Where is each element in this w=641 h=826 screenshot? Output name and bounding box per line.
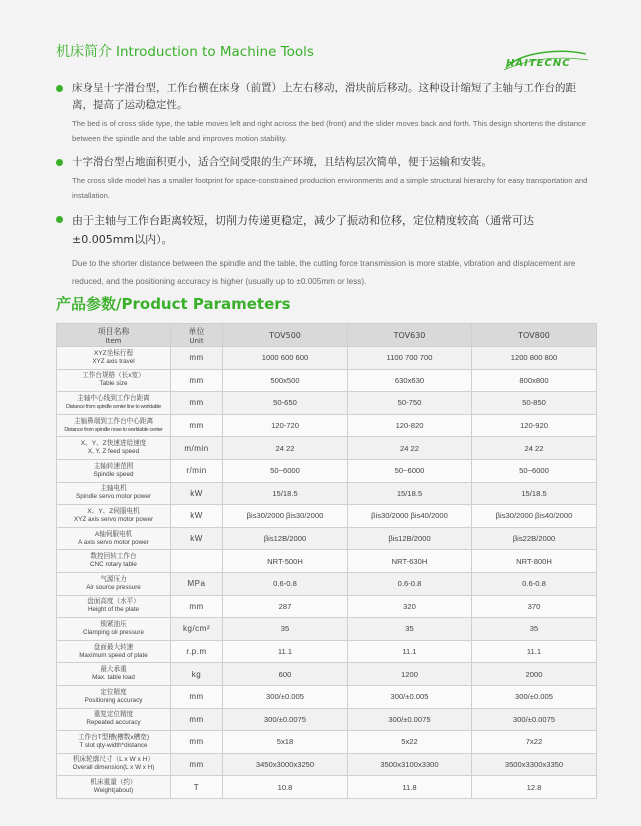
row-item-zh: 最大承重 <box>100 666 127 674</box>
row-item <box>57 708 171 731</box>
row-value: 15/18.5 <box>472 482 597 505</box>
row-item-zh: 重复定位精度 <box>93 711 134 719</box>
intro-title-zh: 机床简介 <box>56 44 112 60</box>
header-item-en: Item <box>105 336 122 345</box>
row-value: 35 <box>223 618 348 641</box>
row-item-en: Overall dimension(L x W x H) <box>72 764 155 772</box>
row-item-zh: 主轴中心线到工作台距离 <box>77 394 150 402</box>
row-value: 0.6-0.8 <box>472 572 597 595</box>
header-model: TOV800 <box>472 324 597 347</box>
row-value: βis30/2000 βis30/2000 <box>223 505 348 528</box>
table-row <box>57 618 597 641</box>
row-value: 120-820 <box>348 414 472 437</box>
row-item-zh: A轴伺服电机 <box>94 530 133 538</box>
row-value: 1100 700 700 <box>348 347 472 370</box>
table-row <box>57 753 597 776</box>
row-value: 50-850 <box>472 392 597 415</box>
header-unit <box>171 324 223 347</box>
intro-bullet-2 <box>56 154 596 203</box>
row-unit: mm <box>171 369 223 392</box>
row-unit: mm <box>171 595 223 618</box>
row-unit: kW <box>171 505 223 528</box>
row-value: NRT-500H <box>223 550 348 573</box>
row-unit: m/min <box>171 437 223 460</box>
row-value: 7x22 <box>472 731 597 754</box>
table-row <box>57 392 597 415</box>
row-unit: mm <box>171 414 223 437</box>
row-value: βis12B/2000 <box>348 527 472 550</box>
row-value: 11.1 <box>348 640 472 663</box>
row-value: 12.8 <box>472 776 597 799</box>
row-unit: mm <box>171 392 223 415</box>
row-item-en: Spindle servo motor power <box>76 493 151 501</box>
row-item-en: Distance from spindle nose to worktable center <box>64 426 163 433</box>
row-item <box>57 459 171 482</box>
row-item-zh: X、Y、Z快速进给速度 <box>80 440 147 448</box>
row-item-zh: 锁紧油压 <box>100 620 127 628</box>
row-value: 10.8 <box>223 776 348 799</box>
row-value: 3500x3100x3300 <box>348 753 472 776</box>
row-value: 600 <box>223 663 348 686</box>
row-value: 11.1 <box>472 640 597 663</box>
row-value: βis22B/2000 <box>472 527 597 550</box>
row-item <box>57 437 171 460</box>
intro-bullet-1 <box>56 80 596 146</box>
row-item <box>57 618 171 641</box>
params-title <box>56 293 291 314</box>
row-value: 50~6000 <box>223 459 348 482</box>
bullet-dot-icon <box>56 85 63 92</box>
row-value: 1200 <box>348 663 472 686</box>
row-unit: kW <box>171 527 223 550</box>
row-item-en: X, Y, Z feed speed <box>87 448 140 456</box>
row-item <box>57 369 171 392</box>
row-item <box>57 640 171 663</box>
row-value: 300/±0.0075 <box>472 708 597 731</box>
header-item-zh: 项目名称 <box>97 326 130 336</box>
row-item-zh: 工作台T型槽(槽数x槽宽) <box>77 733 150 741</box>
table-row <box>57 459 597 482</box>
row-item <box>57 753 171 776</box>
row-item-en: Repeated accuracy <box>86 719 141 727</box>
row-value: 320 <box>348 595 472 618</box>
bullet-en: The cross slide model has a smaller footprint for space-constrained production environments and a simple structural hierarchy for easy transportation and installation. <box>72 176 588 200</box>
row-value: 11.1 <box>223 640 348 663</box>
row-item-zh: 定位精度 <box>100 688 127 696</box>
row-item <box>57 776 171 799</box>
row-value: 287 <box>223 595 348 618</box>
row-unit: mm <box>171 753 223 776</box>
row-item-zh: 工作台规格（长x宽） <box>82 372 145 380</box>
row-item-en: Table size <box>99 380 128 388</box>
row-item <box>57 392 171 415</box>
row-item <box>57 550 171 573</box>
header-unit-en: Unit <box>189 336 204 345</box>
row-value: 15/18.5 <box>223 482 348 505</box>
bullet-dot-icon <box>56 159 63 166</box>
header-item <box>57 324 171 347</box>
table-row <box>57 347 597 370</box>
table-row <box>57 731 597 754</box>
row-item-zh: XYZ坐标行程 <box>93 349 134 357</box>
row-item-zh: 机床轮廓尺寸（L x W x H） <box>72 756 155 764</box>
row-item-en: CNC rotary table <box>90 561 137 569</box>
table-row <box>57 437 597 460</box>
row-value: 24 22 <box>472 437 597 460</box>
row-value: 24 22 <box>348 437 472 460</box>
header-unit-zh: 单位 <box>188 326 205 336</box>
table-row <box>57 776 597 799</box>
row-item <box>57 527 171 550</box>
bullet-en: The bed is of cross slide type, the table moves left and right across the bed (front) and the slider moves back and forth. This design shortens the distance between the spindle and the table and improves motion stability. <box>72 119 586 143</box>
row-item <box>57 347 171 370</box>
row-value: βis30/2000 βis40/2000 <box>472 505 597 528</box>
row-item-en: T slot qty-width*distance <box>79 741 148 749</box>
bullet-en: Due to the shorter distance between the spindle and the table, the cutting force transmission is more stable, vibration and displacement are reduced, and the positioning accuracy is higher (usually up to ±0.005mm or less). <box>72 259 576 286</box>
row-item-zh: 气源压力 <box>100 575 127 583</box>
row-value: 5x22 <box>348 731 472 754</box>
intro-bullet-3 <box>56 211 596 291</box>
row-value: 300/±0.0075 <box>348 708 472 731</box>
row-value: 300/±0.005 <box>472 685 597 708</box>
row-unit: mm <box>171 708 223 731</box>
row-value: 35 <box>472 618 597 641</box>
row-value: 50~6000 <box>348 459 472 482</box>
row-value: 11.8 <box>348 776 472 799</box>
params-title-en: /Product Parameters <box>116 295 291 313</box>
row-item-en: Height of the plate <box>87 606 140 614</box>
row-value: 800x800 <box>472 369 597 392</box>
intro-title <box>56 41 314 61</box>
row-value: 2000 <box>472 663 597 686</box>
row-item-zh: 主轴鼻端到工作台中心距离 <box>73 417 154 425</box>
table-row <box>57 685 597 708</box>
row-item-en: Distance from spindle center line to worktable <box>66 403 161 410</box>
header-model: TOV630 <box>348 324 472 347</box>
row-unit: r/min <box>171 459 223 482</box>
intro-title-en: Introduction to Machine Tools <box>116 44 314 60</box>
row-value: 1000 600 600 <box>223 347 348 370</box>
row-value: 300/±0.0075 <box>223 708 348 731</box>
row-value: 0.6-0.8 <box>223 572 348 595</box>
table-row <box>57 663 597 686</box>
row-value: NRT-800H <box>472 550 597 573</box>
row-value: 50-750 <box>348 392 472 415</box>
row-value: 630x630 <box>348 369 472 392</box>
row-item-zh: 盘面高度（水平） <box>87 598 140 606</box>
row-item-en: Spindle speed <box>93 470 134 478</box>
row-value: 1200 800 800 <box>472 347 597 370</box>
row-item-zh: X、Y、Z伺服电机 <box>87 507 140 515</box>
table-row <box>57 505 597 528</box>
row-item-zh: 盘面最大转速 <box>93 643 134 651</box>
row-item <box>57 595 171 618</box>
row-value: 5x18 <box>223 731 348 754</box>
row-item-zh: 机床重量（约） <box>90 779 137 787</box>
table-row <box>57 640 597 663</box>
table-header-row <box>57 324 597 347</box>
table-row <box>57 708 597 731</box>
row-value: 500x500 <box>223 369 348 392</box>
row-unit: MPa <box>171 572 223 595</box>
table-row <box>57 414 597 437</box>
bullet-zh: 十字滑台型占地面积更小，适合空间受限的生产环境，且结构层次简单，便于运输和安装。 <box>72 156 492 168</box>
row-unit <box>171 550 223 573</box>
table-row <box>57 527 597 550</box>
row-unit: r.p.m <box>171 640 223 663</box>
row-value: 300/±0.005 <box>223 685 348 708</box>
row-value: 300/±0.005 <box>348 685 472 708</box>
row-item-en: XYZ axis travel <box>92 357 135 365</box>
row-value: 0.6-0.8 <box>348 572 472 595</box>
row-unit: mm <box>171 731 223 754</box>
row-item <box>57 731 171 754</box>
table-row <box>57 482 597 505</box>
table-body <box>57 347 597 799</box>
row-item-en: Air source pressure <box>86 583 141 591</box>
row-item <box>57 414 171 437</box>
row-item-zh: 主轴转速范围 <box>93 462 134 470</box>
bullet-dot-icon <box>56 216 63 223</box>
row-unit: T <box>171 776 223 799</box>
row-value: 15/18.5 <box>348 482 472 505</box>
table-row <box>57 595 597 618</box>
row-value: 370 <box>472 595 597 618</box>
intro-bullets <box>56 80 596 299</box>
table-row <box>57 572 597 595</box>
row-value: βis30/2000 βis40/2000 <box>348 505 472 528</box>
row-unit: kW <box>171 482 223 505</box>
row-item-en: Clamping oil pressure <box>83 628 144 636</box>
row-item-en: Maximum speed of plate <box>79 651 148 659</box>
row-unit: kg/cm² <box>171 618 223 641</box>
row-unit: mm <box>171 685 223 708</box>
table-row <box>57 369 597 392</box>
row-value: 50-650 <box>223 392 348 415</box>
bullet-zh: 由于主轴与工作台距离较短，切削力传递更稳定，减少了振动和位移，定位精度较高（通常可达±0.005mm以内）。 <box>72 214 534 246</box>
logo-text: HAITECNC <box>506 58 571 69</box>
row-value: βis12B/2000 <box>223 527 348 550</box>
row-unit: mm <box>171 347 223 370</box>
row-item <box>57 505 171 528</box>
haitecnc-logo <box>500 48 590 72</box>
row-item-en: A axis servo motor power <box>78 538 149 546</box>
row-item-en: Weight(about) <box>93 787 134 795</box>
row-item <box>57 685 171 708</box>
row-item <box>57 572 171 595</box>
row-item <box>57 482 171 505</box>
row-value: 35 <box>348 618 472 641</box>
row-value: 50~6000 <box>472 459 597 482</box>
row-value: 3450x3000x3250 <box>223 753 348 776</box>
params-table <box>56 323 597 799</box>
row-value: 120-720 <box>223 414 348 437</box>
params-title-zh: 产品参数 <box>56 295 117 313</box>
row-value: NRT-630H <box>348 550 472 573</box>
row-unit: kg <box>171 663 223 686</box>
row-value: 24 22 <box>223 437 348 460</box>
row-item-en: Max. table load <box>92 674 135 682</box>
row-item-zh: 主轴电机 <box>100 485 127 493</box>
row-item-en: Positioning accuracy <box>84 696 143 704</box>
row-item <box>57 663 171 686</box>
row-item-zh: 数控回转工作台 <box>90 553 137 561</box>
table-row <box>57 550 597 573</box>
bullet-zh: 床身呈十字滑台型，工作台横在床身（前置）上左右移动，滑块前后移动。这种设计缩短了主轴与工作台的距离，提高了运动稳定性。 <box>72 82 576 111</box>
row-value: 120-920 <box>472 414 597 437</box>
header-model: TOV500 <box>223 324 348 347</box>
row-item-en: XYZ axis servo motor power <box>73 515 154 523</box>
row-value: 3500x3300x3350 <box>472 753 597 776</box>
